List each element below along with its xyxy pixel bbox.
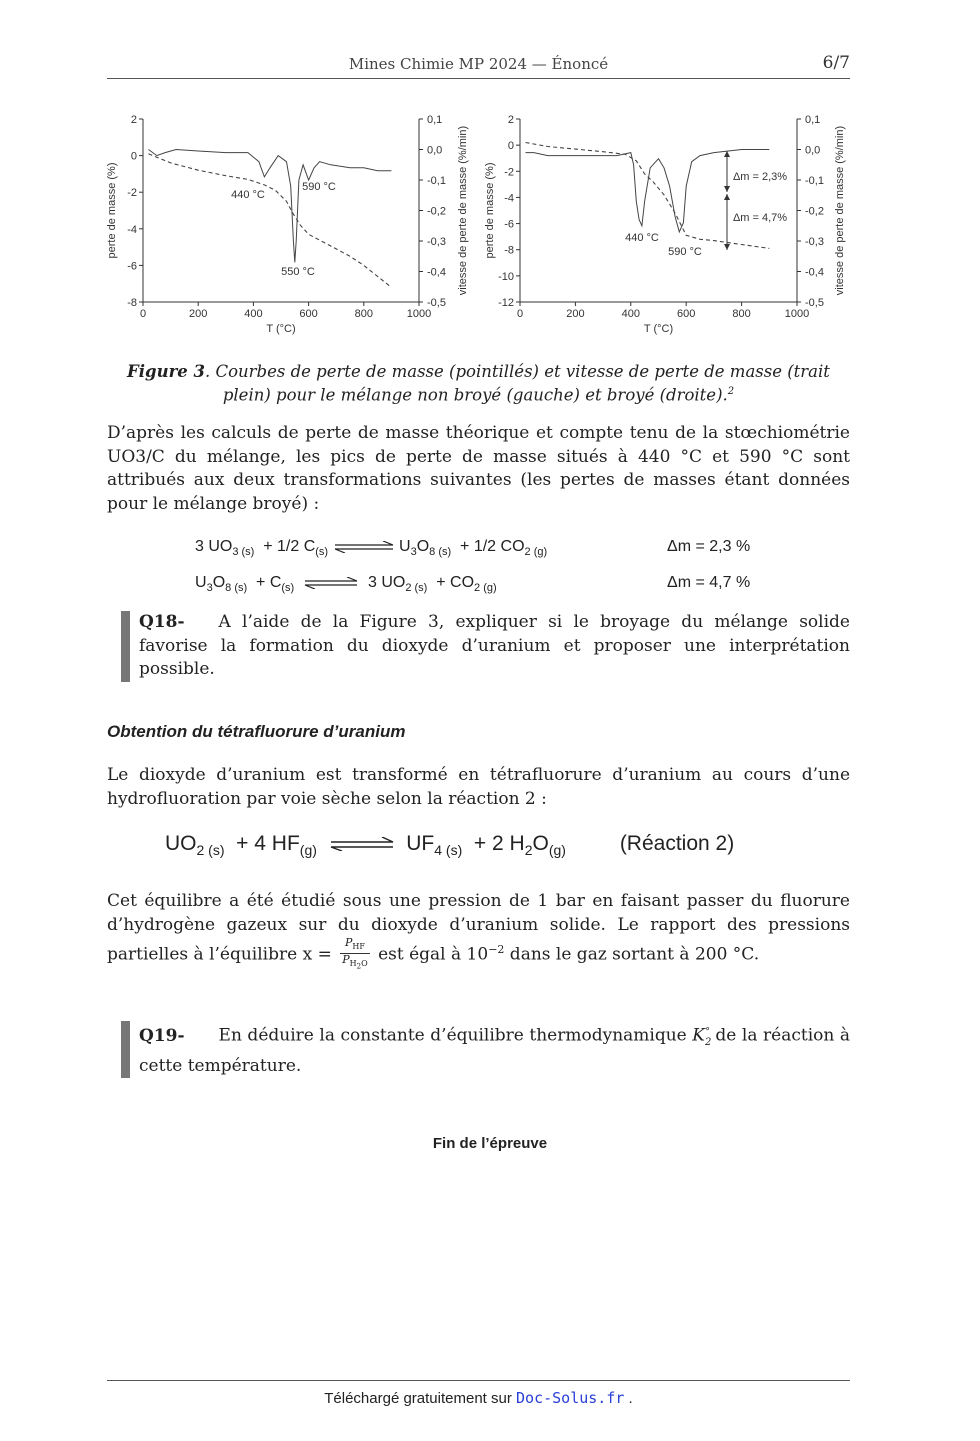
p3-text-b: est égal à 10: [378, 944, 489, 965]
q19-k-sub: 2: [704, 1037, 712, 1049]
page-footer: [107, 1380, 850, 1407]
eq2-lhs-sub2: 8 (s): [225, 582, 248, 595]
y-tick-label: -2: [127, 187, 137, 200]
section-title: Obtention du tétrafluorure d’uranium: [107, 722, 406, 741]
page-number: 6/7: [822, 53, 850, 73]
x-tick-label: 200: [189, 308, 208, 320]
y-axis-label: perte de masse (%): [484, 162, 496, 259]
frac-den-sub3: O: [361, 959, 368, 969]
y-tick-label: 2: [507, 114, 514, 126]
pressure-ratio-fraction: [340, 937, 369, 973]
y-tick-label: 2: [130, 114, 137, 126]
eq2-plus2: + CO: [436, 574, 475, 591]
y2-tick-label: -0,5: [427, 297, 446, 309]
y-tick-label: -8: [504, 244, 514, 257]
y2-tick-label: -0,2: [427, 205, 446, 218]
paragraph-3: [107, 890, 850, 973]
mass-loss-series: [149, 154, 392, 288]
header-title: Mines Chimie MP 2024 — Énoncé: [348, 55, 609, 73]
chart-right: [484, 114, 846, 335]
chart-annotation: 590 °C: [668, 246, 702, 258]
eq2-rhs-sub: 2 (s): [405, 582, 428, 595]
q19-k: K: [692, 1025, 705, 1046]
y-tick-label: 0: [130, 150, 137, 163]
p3-text-c: dans le gaz sortant à 200 °C.: [504, 944, 760, 965]
y2-tick-label: 0,1: [805, 114, 821, 126]
y-tick-label: -6: [127, 260, 137, 273]
arrowhead-icon: [724, 151, 730, 157]
x-tick-label: 800: [354, 308, 373, 320]
eq1-rhs-sub1: 3: [410, 546, 417, 559]
chart-annotation: 550 °C: [281, 266, 315, 278]
eq2-lhs-sub1: 3: [206, 582, 213, 595]
x-tick-label: 0: [139, 308, 147, 320]
eq1-co-sub: 2 (g): [524, 546, 548, 559]
reaction-2: [165, 832, 734, 858]
frac-den: P: [342, 953, 350, 967]
equation-1: [195, 538, 547, 558]
p3-text-a: Cet équilibre a été étudié sous une pression de 1 bar en faisant passer du fluorure d’hydrogène gazeux sur du dioxyde d’uranium solide. Le rapport des pressions partielles à l’équilibre x =: [107, 891, 850, 965]
y2-tick-label: -0,4: [427, 266, 446, 279]
y2-axis-label: vitesse de perte de masse (%/min): [834, 125, 846, 296]
q18-text: A l’aide de la Figure 3, expliquer si le broyage du mélange solide favorise la formation du dioxyde d’uranium et proposer une interprétation possible.: [139, 612, 850, 679]
end-of-exam: Fin de l’épreuve: [432, 1135, 548, 1152]
arrowhead-icon: [724, 244, 730, 250]
chart-annotation: Δm = 2,3%: [732, 171, 788, 183]
figure-caption-note: 2: [727, 386, 735, 397]
p3-exponent: −2: [488, 942, 505, 956]
frac-num: P: [344, 936, 353, 949]
footer-text: [107, 1389, 850, 1407]
footer-end: .: [624, 1390, 633, 1407]
equilibrium-arrow-icon: [329, 837, 395, 851]
eq1-rhs: U: [399, 538, 411, 555]
y2-tick-label: -0,3: [427, 236, 446, 248]
paragraph-1: D’après les calculs de perte de masse théorique et compte tenu de la stœchiométrie UO3/C du mélange, les pics de perte de masse situés à 440 °C et 590 °C sont attribués aux deux transformations suivantes (les pertes de masses étant données pour le mélange broyé) :: [107, 423, 850, 514]
y-tick-label: -6: [504, 218, 514, 231]
y-tick-label: -8: [127, 297, 137, 309]
r2-h-sub: 2: [524, 842, 533, 859]
q19-text-b: de la réaction à cette température.: [139, 1025, 850, 1076]
y2-tick-label: -0,3: [805, 236, 824, 248]
x-tick-label: 400: [621, 308, 640, 320]
y-tick-label: -4: [504, 192, 514, 205]
eq1-c-sub: (s): [315, 546, 329, 559]
r2-rhs-sub: 4 (s): [434, 842, 463, 859]
y-tick-label: 0: [507, 140, 514, 153]
figure-caption-label: Figure 3: [127, 362, 205, 381]
y-axis-label: perte de masse (%): [106, 162, 118, 259]
chart-annotation: 440 °C: [231, 189, 265, 201]
figure-3: [100, 100, 860, 345]
chart-left: [106, 114, 469, 335]
page-header: [107, 52, 850, 79]
x-tick-label: 600: [677, 308, 696, 320]
x-axis-label: T (°C): [643, 323, 674, 335]
q19-label: Q19-: [139, 1025, 185, 1046]
eq2-co-sub: 2 (g): [474, 582, 497, 595]
eq1-plus2: + 1/2 CO: [460, 538, 525, 555]
y-tick-label: -4: [127, 223, 137, 236]
r2-rhs: UF: [406, 832, 435, 855]
q19-text-a: En déduire la constante d’équilibre thermodynamique: [218, 1025, 693, 1046]
chart-annotation: 590 °C: [302, 181, 336, 193]
chart-annotation: 440 °C: [625, 232, 659, 244]
y2-tick-label: -0,4: [805, 266, 824, 279]
y2-tick-label: 0,0: [805, 144, 821, 157]
paragraph-2: Le dioxyde d’uranium est transformé en tétrafluorure d’uranium au cours d’une hydrofluoration par voie sèche selon la réaction 2 :: [107, 765, 850, 809]
eq1-rhs-sub2: 8 (s): [429, 546, 452, 559]
x-tick-label: 200: [566, 308, 585, 320]
chart-annotation: Δm = 4,7%: [732, 212, 788, 224]
eq2-lhs: U: [195, 574, 207, 591]
y-tick-label: -12: [498, 297, 514, 309]
eq1-lhs-sub: 3 (s): [232, 546, 255, 559]
x-tick-label: 1000: [406, 308, 432, 320]
arrowhead-icon: [724, 186, 730, 192]
eq2-c-sub: (s): [281, 582, 295, 595]
y2-axis-label: vitesse de perte de masse (%/min): [457, 125, 469, 296]
frac-num-sub: HF: [352, 942, 365, 952]
r2-o-sub: (g): [548, 842, 566, 859]
y-tick-label: -10: [498, 270, 514, 283]
x-tick-label: 1000: [784, 308, 810, 320]
eq2-plus1: + C: [256, 574, 282, 591]
y2-tick-label: -0,2: [805, 205, 824, 218]
y2-tick-label: 0,0: [427, 144, 443, 157]
y2-tick-label: 0,1: [427, 114, 443, 126]
arrowhead-icon: [724, 194, 730, 200]
x-tick-label: 0: [516, 308, 524, 320]
eq1-delta-m: Δm = 2,3 %: [667, 538, 751, 555]
question-q19: [121, 1021, 850, 1078]
r2-lhs: UO: [165, 832, 197, 855]
eq2-delta-m: Δm = 4,7 %: [667, 574, 751, 591]
eq2-rhs: 3 UO: [367, 574, 406, 591]
q18-label: Q18-: [139, 612, 185, 632]
doc-solus-link[interactable]: Doc-Solus.fr: [516, 1389, 625, 1407]
frac-den-sub: H: [349, 959, 357, 969]
question-q18: [121, 611, 850, 682]
equilibrium-arrow-icon: [303, 577, 359, 589]
eq1-rhs-o: O: [416, 538, 430, 555]
figure-caption: [107, 362, 850, 406]
y2-tick-label: -0,1: [427, 175, 446, 187]
x-tick-label: 800: [732, 308, 751, 320]
r2-plus1: + 4 HF: [236, 832, 300, 855]
eq1-lhs: 3 UO: [195, 538, 233, 555]
x-tick-label: 400: [244, 308, 263, 320]
eq2-lhs-o: O: [212, 574, 226, 591]
figure-caption-text: . Courbes de perte de masse (pointillés) et vitesse de perte de masse (trait plein) pour le mélange non broyé (gauche) et broyé (droite).: [204, 362, 830, 405]
r2-plus2: + 2 H: [473, 832, 525, 855]
x-axis-label: T (°C): [266, 323, 296, 335]
equilibrium-arrow-icon: [333, 541, 395, 553]
r2-lhs-sub: 2 (s): [196, 842, 225, 859]
y-tick-label: -2: [504, 166, 514, 179]
footer-label: Téléchargé gratuitement sur: [324, 1390, 517, 1407]
eq1-plus1: + 1/2 C: [263, 538, 316, 555]
reaction-2-label: (Réaction 2): [619, 832, 735, 855]
y2-tick-label: -0,1: [805, 175, 824, 187]
r2-o: O: [532, 832, 549, 855]
equation-2: [195, 574, 497, 594]
x-tick-label: 600: [299, 308, 318, 320]
q19-k-sup: °: [705, 1027, 710, 1037]
r2-hf-sub: (g): [299, 842, 317, 859]
y2-tick-label: -0,5: [805, 297, 824, 309]
frac-den-sub2: 2: [356, 962, 362, 971]
